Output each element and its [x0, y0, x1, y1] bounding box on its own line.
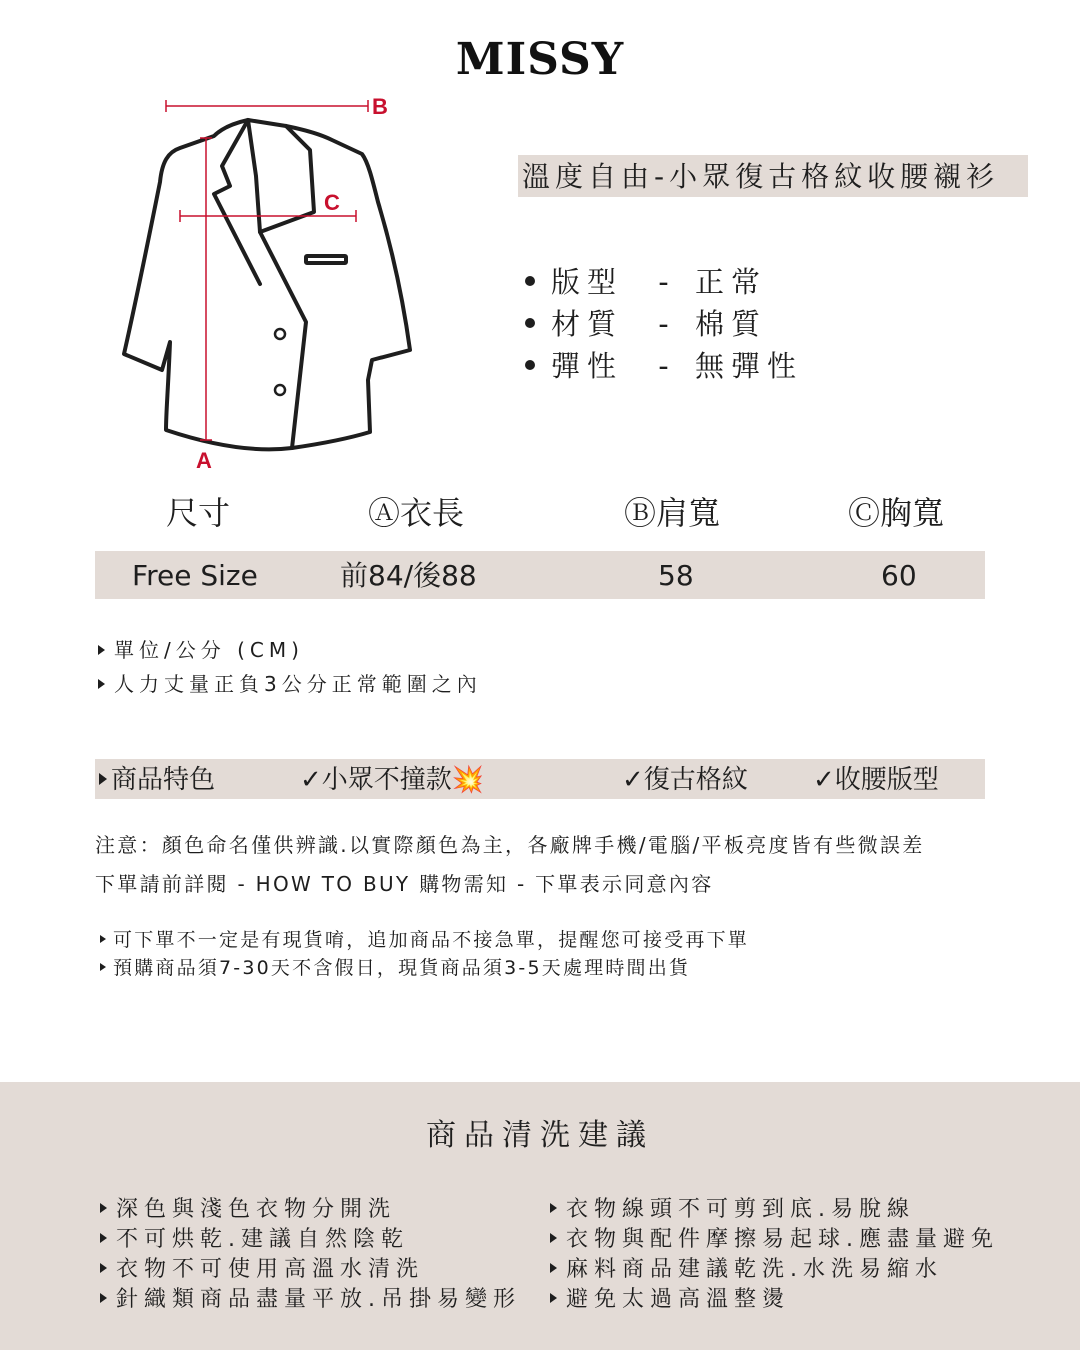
collar-right [260, 126, 314, 448]
triangle-bullet-icon [100, 935, 106, 943]
triangle-bullet-icon [550, 1293, 557, 1303]
brand-logo: MISSY [455, 34, 625, 85]
bullet-icon [525, 276, 535, 286]
label-a: A [196, 448, 212, 473]
shirt-outline [124, 120, 410, 449]
label-c: C [324, 190, 340, 215]
wash-tip: 衣物不可使用高溫水清洗 [100, 1252, 424, 1283]
button-2 [275, 385, 285, 395]
order-note-preorder: 預購商品須7-30天不含假日，現貨商品須3-5天處理時間出貨 [100, 953, 690, 980]
button-1 [275, 329, 285, 339]
bullet-icon [525, 318, 535, 328]
notice-color: 注意：顏色命名僅供辨識.以實際顏色為主，各廠牌手機/電腦/平板亮度皆有些微誤差 [95, 833, 925, 857]
triangle-bullet-icon [550, 1263, 557, 1273]
wash-tip: 衣物線頭不可剪到底.易脫線 [550, 1192, 915, 1223]
washing-panel [0, 1082, 1080, 1350]
feature-row [95, 759, 985, 799]
spec-material: 材質 - 棉質 [525, 302, 767, 343]
chest-pocket [306, 256, 346, 263]
triangle-bullet-icon [98, 645, 105, 655]
size-header-shoulder: Ⓑ肩寬 [624, 494, 721, 532]
triangle-bullet-icon [100, 1203, 107, 1213]
lapel-line [248, 120, 260, 232]
triangle-bullet-icon [100, 1233, 107, 1243]
label-b: B [372, 94, 388, 119]
triangle-bullet-icon [550, 1233, 557, 1243]
size-note-unit: 單位/公分 (CM) [98, 634, 304, 663]
triangle-bullet-icon [550, 1203, 557, 1213]
garment-measurement-diagram [110, 92, 430, 477]
product-title: 溫度自由-小眾復古格紋收腰襯衫 [518, 155, 1028, 197]
order-note-stock: 可下單不一定是有現貨唷，追加商品不接急單，提醒您可接受再下單 [100, 925, 749, 952]
size-header-chest: Ⓒ胸寬 [848, 494, 945, 532]
spec-elasticity: 彈性 - 無彈性 [525, 344, 803, 385]
wash-tip: 麻料商品建議乾洗.水洗易縮水 [550, 1252, 943, 1283]
size-cell-size: Free Size [132, 559, 258, 592]
size-header-length: Ⓐ衣長 [368, 494, 465, 532]
size-cell-shoulder: 58 [658, 559, 694, 592]
triangle-bullet-icon [100, 1293, 107, 1303]
washing-title: 商品清洗建議 [426, 1118, 654, 1153]
size-cell-length: 前84/後88 [340, 559, 477, 592]
wash-tip: 深色與淺色衣物分開洗 [100, 1192, 396, 1223]
wash-tip: 針織類商品盡量平放.吊掛易變形 [100, 1282, 521, 1313]
triangle-bullet-icon [100, 963, 106, 971]
feature-label: 商品特色 [99, 759, 215, 801]
spec-fit: 版型 - 正常 [525, 260, 767, 301]
bullet-icon [525, 360, 535, 370]
wash-tip: 避免太過高溫整燙 [550, 1282, 790, 1313]
feature-item-3: ✓收腰版型 [813, 765, 939, 795]
triangle-bullet-icon [99, 773, 107, 785]
triangle-bullet-icon [100, 1263, 107, 1273]
size-header-size: 尺寸 [166, 494, 231, 532]
triangle-bullet-icon [98, 679, 105, 689]
size-cell-chest: 60 [881, 559, 917, 592]
feature-item-1: ✓小眾不撞款💥 [300, 765, 485, 795]
wash-tip: 不可烘乾.建議自然陰乾 [100, 1222, 409, 1253]
feature-item-2: ✓復古格紋 [622, 765, 748, 795]
size-table-row [95, 551, 985, 599]
size-note-tolerance: 人力丈量正負3公分正常範圍之內 [98, 668, 482, 697]
wash-tip: 衣物與配件摩擦易起球.應盡量避免 [550, 1222, 999, 1253]
notice-how-to-buy: 下單請前詳閱 - HOW TO BUY 購物需知 - 下單表示同意內容 [95, 872, 714, 896]
